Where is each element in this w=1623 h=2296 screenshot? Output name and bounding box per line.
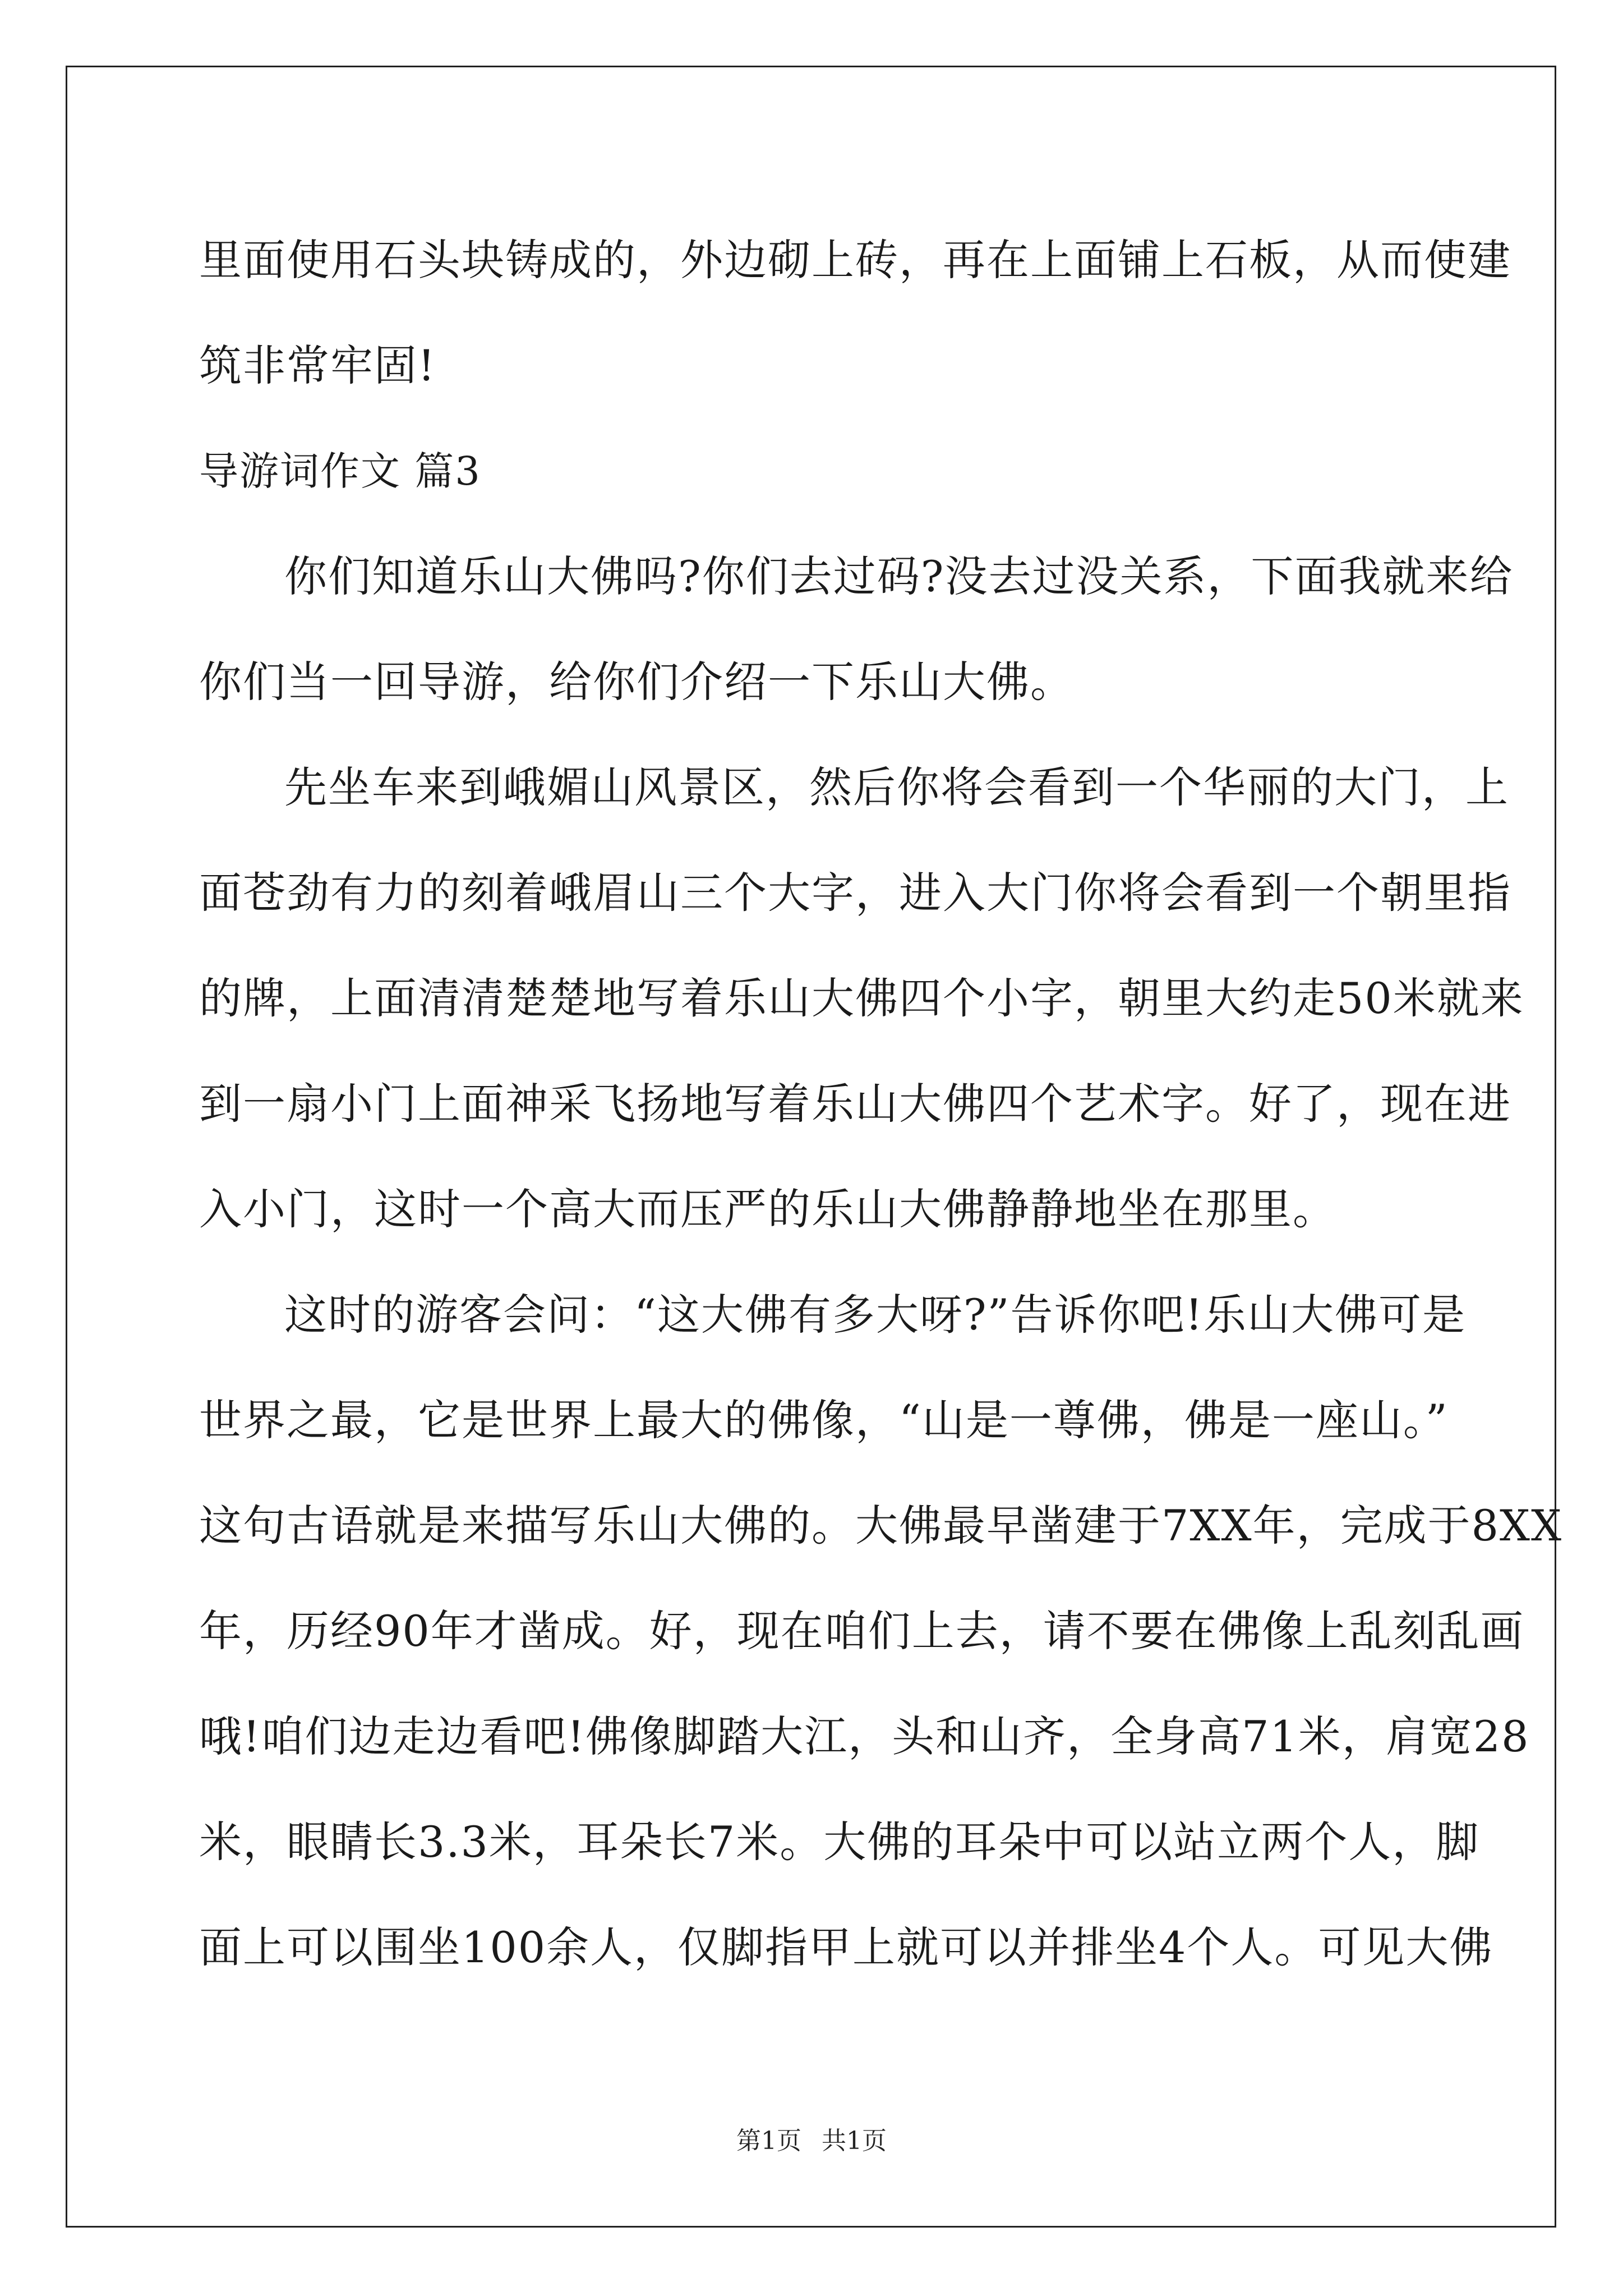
text-line: 面苍劲有力的刻着峨眉山三个大字，进入大门你将会看到一个朝里指: [199, 868, 1511, 918]
page-footer: [0, 2120, 1623, 2156]
document-body: [199, 208, 1563, 2000]
paragraph-first-line: 你们知道乐山大佛吗?你们去过码?没去过没关系，下面我就来给: [284, 551, 1514, 601]
text-line: 哦!咱们边走边看吧!佛像脚踏大江，头和山齐，全身高71米，肩宽28: [199, 1711, 1530, 1761]
text-line: 到一扇小门上面神采飞扬地写着乐山大佛四个艺术字。好了，现在进: [199, 1079, 1511, 1129]
section-heading: 导游词作文 篇3: [199, 448, 481, 494]
page-number: 第1页: [736, 2127, 801, 2155]
text-line: 世界之最，它是世界上最大的佛像，“山是一尊佛，佛是一座山。”: [199, 1395, 1449, 1445]
paragraph-first-line: 这时的游客会问：“这大佛有多大呀?”告诉你吧!乐山大佛可是: [284, 1290, 1466, 1340]
text-line: 筑非常牢固!: [199, 341, 436, 390]
text-line: 的牌，上面清清楚楚地写着乐山大佛四个小字，朝里大约走50米就来: [199, 973, 1524, 1023]
paragraph-first-line: 先坐车来到峨媚山风景区，然后你将会看到一个华丽的大门，上: [284, 762, 1509, 812]
text-line: 面上可以围坐100余人，仅脚指甲上就可以并排坐4个人。可见大佛: [199, 1922, 1493, 1972]
text-line: 这句古语就是来描写乐山大佛的。大佛最早凿建于7XX年，完成于8XX: [199, 1501, 1563, 1550]
text-line: 你们当一回导游，给你们介绍一下乐山大佛。: [199, 657, 1074, 707]
text-line: 入小门，这时一个高大而压严的乐山大佛静静地坐在那里。: [199, 1184, 1336, 1234]
text-line: 里面使用石头块铸成的，外边砌上砖，再在上面铺上石板，从而使建: [199, 235, 1511, 285]
page-total: 共1页: [822, 2127, 887, 2155]
text-line: 年，历经90年才凿成。好，现在咱们上去，请不要在佛像上乱刻乱画: [199, 1606, 1524, 1656]
text-line: 米，眼睛长3.3米，耳朵长7米。大佛的耳朵中可以站立两个人，脚: [199, 1817, 1480, 1867]
